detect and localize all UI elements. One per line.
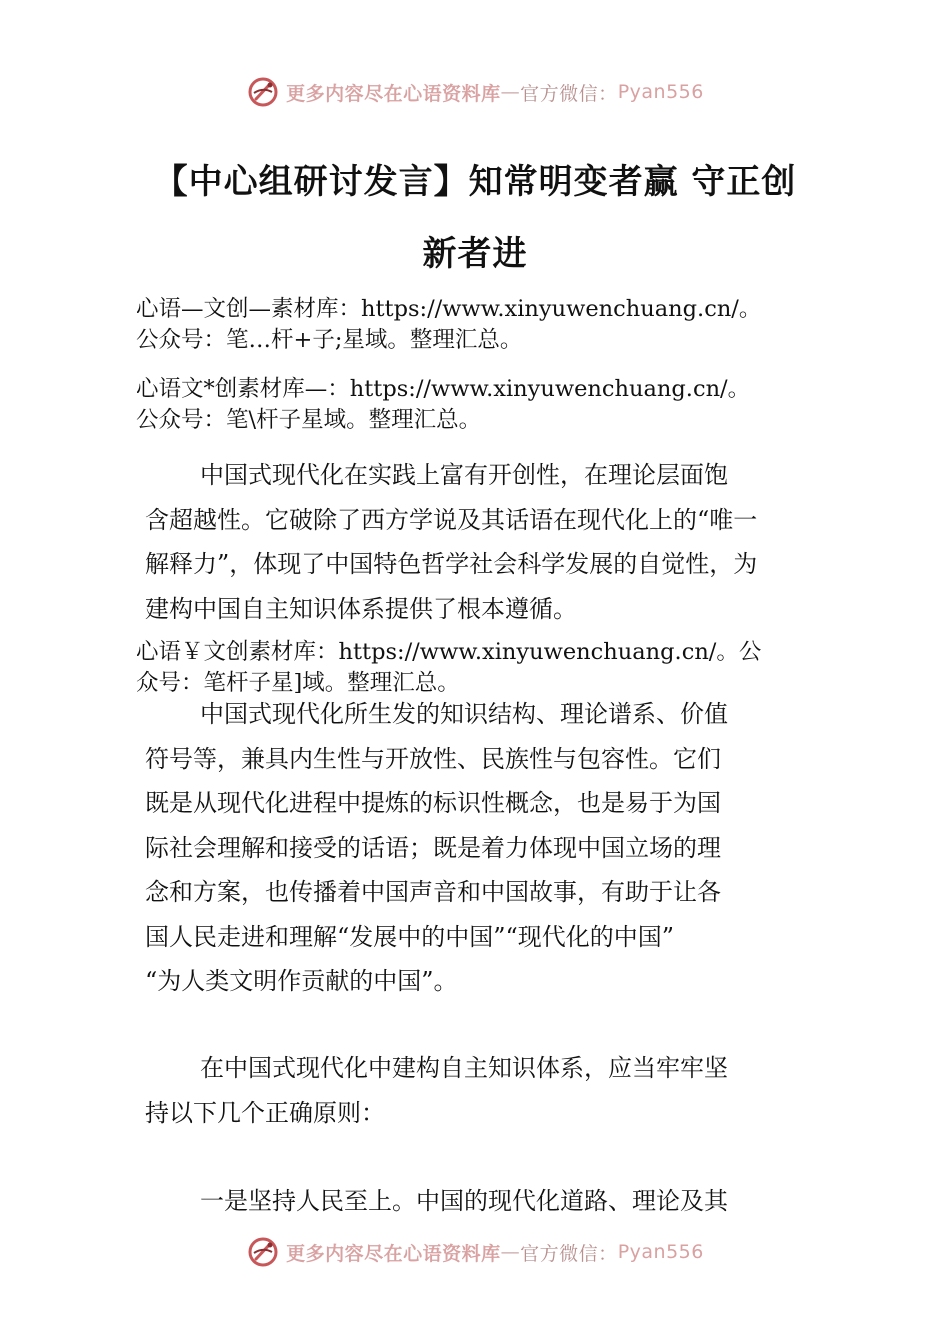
banner-wechat-id: Pyan556 — [617, 81, 704, 103]
header-banner — [0, 72, 950, 112]
paragraph-1-line-3: 解释力”，体现了中国特色哲学社会科学发展的自觉性，为 — [145, 550, 758, 578]
banner-wechat-id: Pyan556 — [617, 1241, 704, 1263]
source-note-3-line-1: 心语￥文创素材库：https://www.xinyuwenchuang.cn/。公 — [136, 639, 762, 665]
banner-separator: — — [500, 1241, 521, 1263]
logo-icon — [246, 1235, 280, 1269]
source-note-1 — [136, 294, 761, 356]
paragraph-2-line-5: 念和方案，也传播着中国声音和中国故事，有助于让各 — [145, 878, 721, 906]
source-note-1-line-1: 心语—文创—素材库：https://www.xinyuwenchuang.cn/。 — [136, 296, 762, 322]
banner-main-text: 更多内容尽在心语资料库 — [286, 1242, 501, 1265]
paragraph-2-line-4: 际社会理解和接受的话语；既是着力体现中国立场的理 — [145, 833, 721, 862]
source-note-3 — [136, 637, 761, 699]
footer-banner — [0, 1232, 950, 1272]
paragraph-4 — [145, 1179, 728, 1224]
paragraph-2-line-1: 中国式现代化所生发的知识结构、理论谱系、价值 — [200, 700, 728, 728]
banner-separator: — — [500, 81, 521, 103]
source-note-2 — [136, 374, 750, 436]
paragraph-4-line-1: 一是坚持人民至上。中国的现代化道路、理论及其 — [200, 1187, 728, 1215]
document-title-line-1: 【中心组研讨发言】知常明变者赢 守正创 — [153, 162, 797, 202]
paragraph-2 — [145, 692, 728, 1004]
source-note-2-line-2: 公众号：笔\杆子星域。整理汇总。 — [136, 407, 482, 433]
paragraph-3-line-2: 持以下几个正确原则： — [145, 1098, 385, 1127]
paragraph-2-line-7: “为人类文明作贡献的中国”。 — [145, 967, 458, 995]
banner-main-text: 更多内容尽在心语资料库 — [286, 82, 501, 105]
paragraph-3-line-1: 在中国式现代化中建构自主知识体系，应当牢牢坚 — [200, 1054, 728, 1082]
paragraph-1-line-2: 含超越性。它破除了西方学说及其话语在现代化上的“唯一 — [145, 505, 758, 534]
paragraph-1 — [145, 453, 757, 631]
paragraph-1-line-1: 中国式现代化在实践上富有开创性，在理论层面饱 — [200, 461, 728, 489]
banner-wechat-label: 官方微信： — [520, 1242, 618, 1265]
banner-wechat-label: 官方微信： — [520, 82, 618, 105]
source-note-1-line-2: 公众号：笔…杆+子;星域。整理汇总。 — [136, 327, 523, 353]
logo-icon — [246, 75, 280, 109]
paragraph-3 — [145, 1046, 728, 1135]
document-title-line-2: 新者进 — [422, 234, 528, 274]
source-note-2-line-1: 心语文*创素材库—：https://www.xinyuwenchuang.cn/。 — [136, 376, 751, 402]
paragraph-2-line-6: 国人民走进和理解“发展中的中国”“现代化的中国” — [145, 922, 675, 951]
paragraph-2-line-3: 既是从现代化进程中提炼的标识性概念，也是易于为国 — [145, 789, 721, 817]
paragraph-1-line-4: 建构中国自主知识体系提供了根本遵循。 — [145, 594, 577, 623]
paragraph-2-line-2: 符号等，兼具内生性与开放性、民族性与包容性。它们 — [145, 744, 721, 773]
source-note-3-line-2: 众号：笔杆子星]域。整理汇总。 — [136, 670, 460, 696]
